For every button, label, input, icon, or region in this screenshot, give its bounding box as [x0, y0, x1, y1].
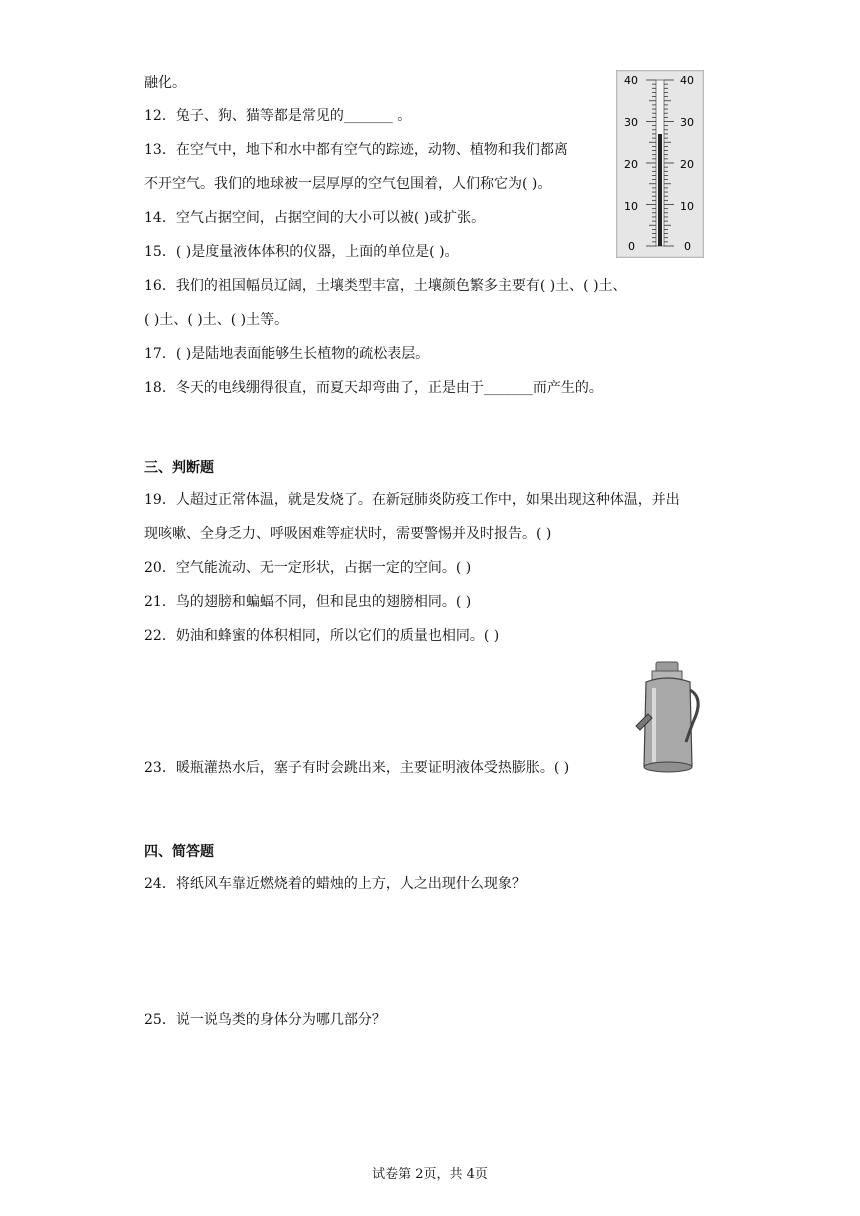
question-25: 25．说一说鸟类的身体分为哪几部分？	[144, 1012, 386, 1028]
question-22: 22．奶油和蜂蜜的体积相同，所以它们的质量也相同。( )	[144, 628, 500, 644]
question-24: 24．将纸风车靠近燃烧着的蜡烛的上方，人之出现什么现象？	[144, 876, 526, 892]
section-judge-title: 三、判断题	[144, 460, 214, 476]
question-14: 14．空气占据空间，占据空间的大小可以被( )或扩张。	[144, 210, 486, 226]
question-17: 17．( )是陆地表面能够生长植物的疏松表层。	[144, 346, 430, 362]
question-23: 23．暖瓶灌热水后，塞子有时会跳出来，主要证明液体受热膨胀。( )	[144, 760, 570, 776]
question-16: 16．我们的祖国幅员辽阔，土壤类型丰富，土壤颜色繁多主要有( )土、( )土、	[144, 278, 627, 294]
thermometer-image	[616, 70, 704, 258]
thermos-bottle-image	[632, 658, 706, 776]
thermo-label-left-10: 10	[624, 200, 638, 213]
thermo-label-left-30: 30	[624, 116, 638, 129]
thermo-label-left-20: 20	[624, 158, 638, 171]
question-21: 21．鸟的翅膀和蝙蝠不同，但和昆虫的翅膀相同。( )	[144, 594, 472, 610]
question-19-cont: 现咳嗽、全身乏力、呼吸困难等症状时，需要警惕并及时报告。( )	[144, 526, 552, 542]
question-12: 12．兔子、狗、猫等都是常见的_______ 。	[144, 108, 412, 124]
question-15: 15．( )是度量液体体积的仪器，上面的单位是( )。	[144, 244, 459, 260]
thermo-label-right-20: 20	[680, 158, 694, 171]
question-13-cont: 不开空气。我们的地球被一层厚厚的空气包围着，人们称它为( )。	[144, 176, 552, 192]
question-16-cont: ( )土、( )土、( )土等。	[144, 312, 289, 328]
thermo-label-right-0: 0	[684, 240, 691, 253]
thermo-label-right-30: 30	[680, 116, 694, 129]
question-20: 20．空气能流动、无一定形状，占据一定的空间。( )	[144, 560, 472, 576]
text-line: 融化。	[144, 75, 186, 91]
thermo-label-right-40: 40	[680, 74, 694, 87]
question-18: 18．冬天的电线绷得很直，而夏天却弯曲了，正是由于_______而产生的。	[144, 380, 603, 396]
question-19: 19．人超过正常体温，就是发烧了。在新冠肺炎防疫工作中，如果出现这种体温，并出	[144, 492, 680, 508]
thermo-label-left-0: 0	[628, 240, 635, 253]
question-13: 13．在空气中，地下和水中都有空气的踪迹，动物、植物和我们都离	[144, 142, 568, 158]
section-short-title: 四、简答题	[144, 844, 214, 860]
thermo-label-left-40: 40	[624, 74, 638, 87]
page-footer: 试卷第 2页，共 4页	[372, 1167, 488, 1182]
thermo-label-right-10: 10	[680, 200, 694, 213]
